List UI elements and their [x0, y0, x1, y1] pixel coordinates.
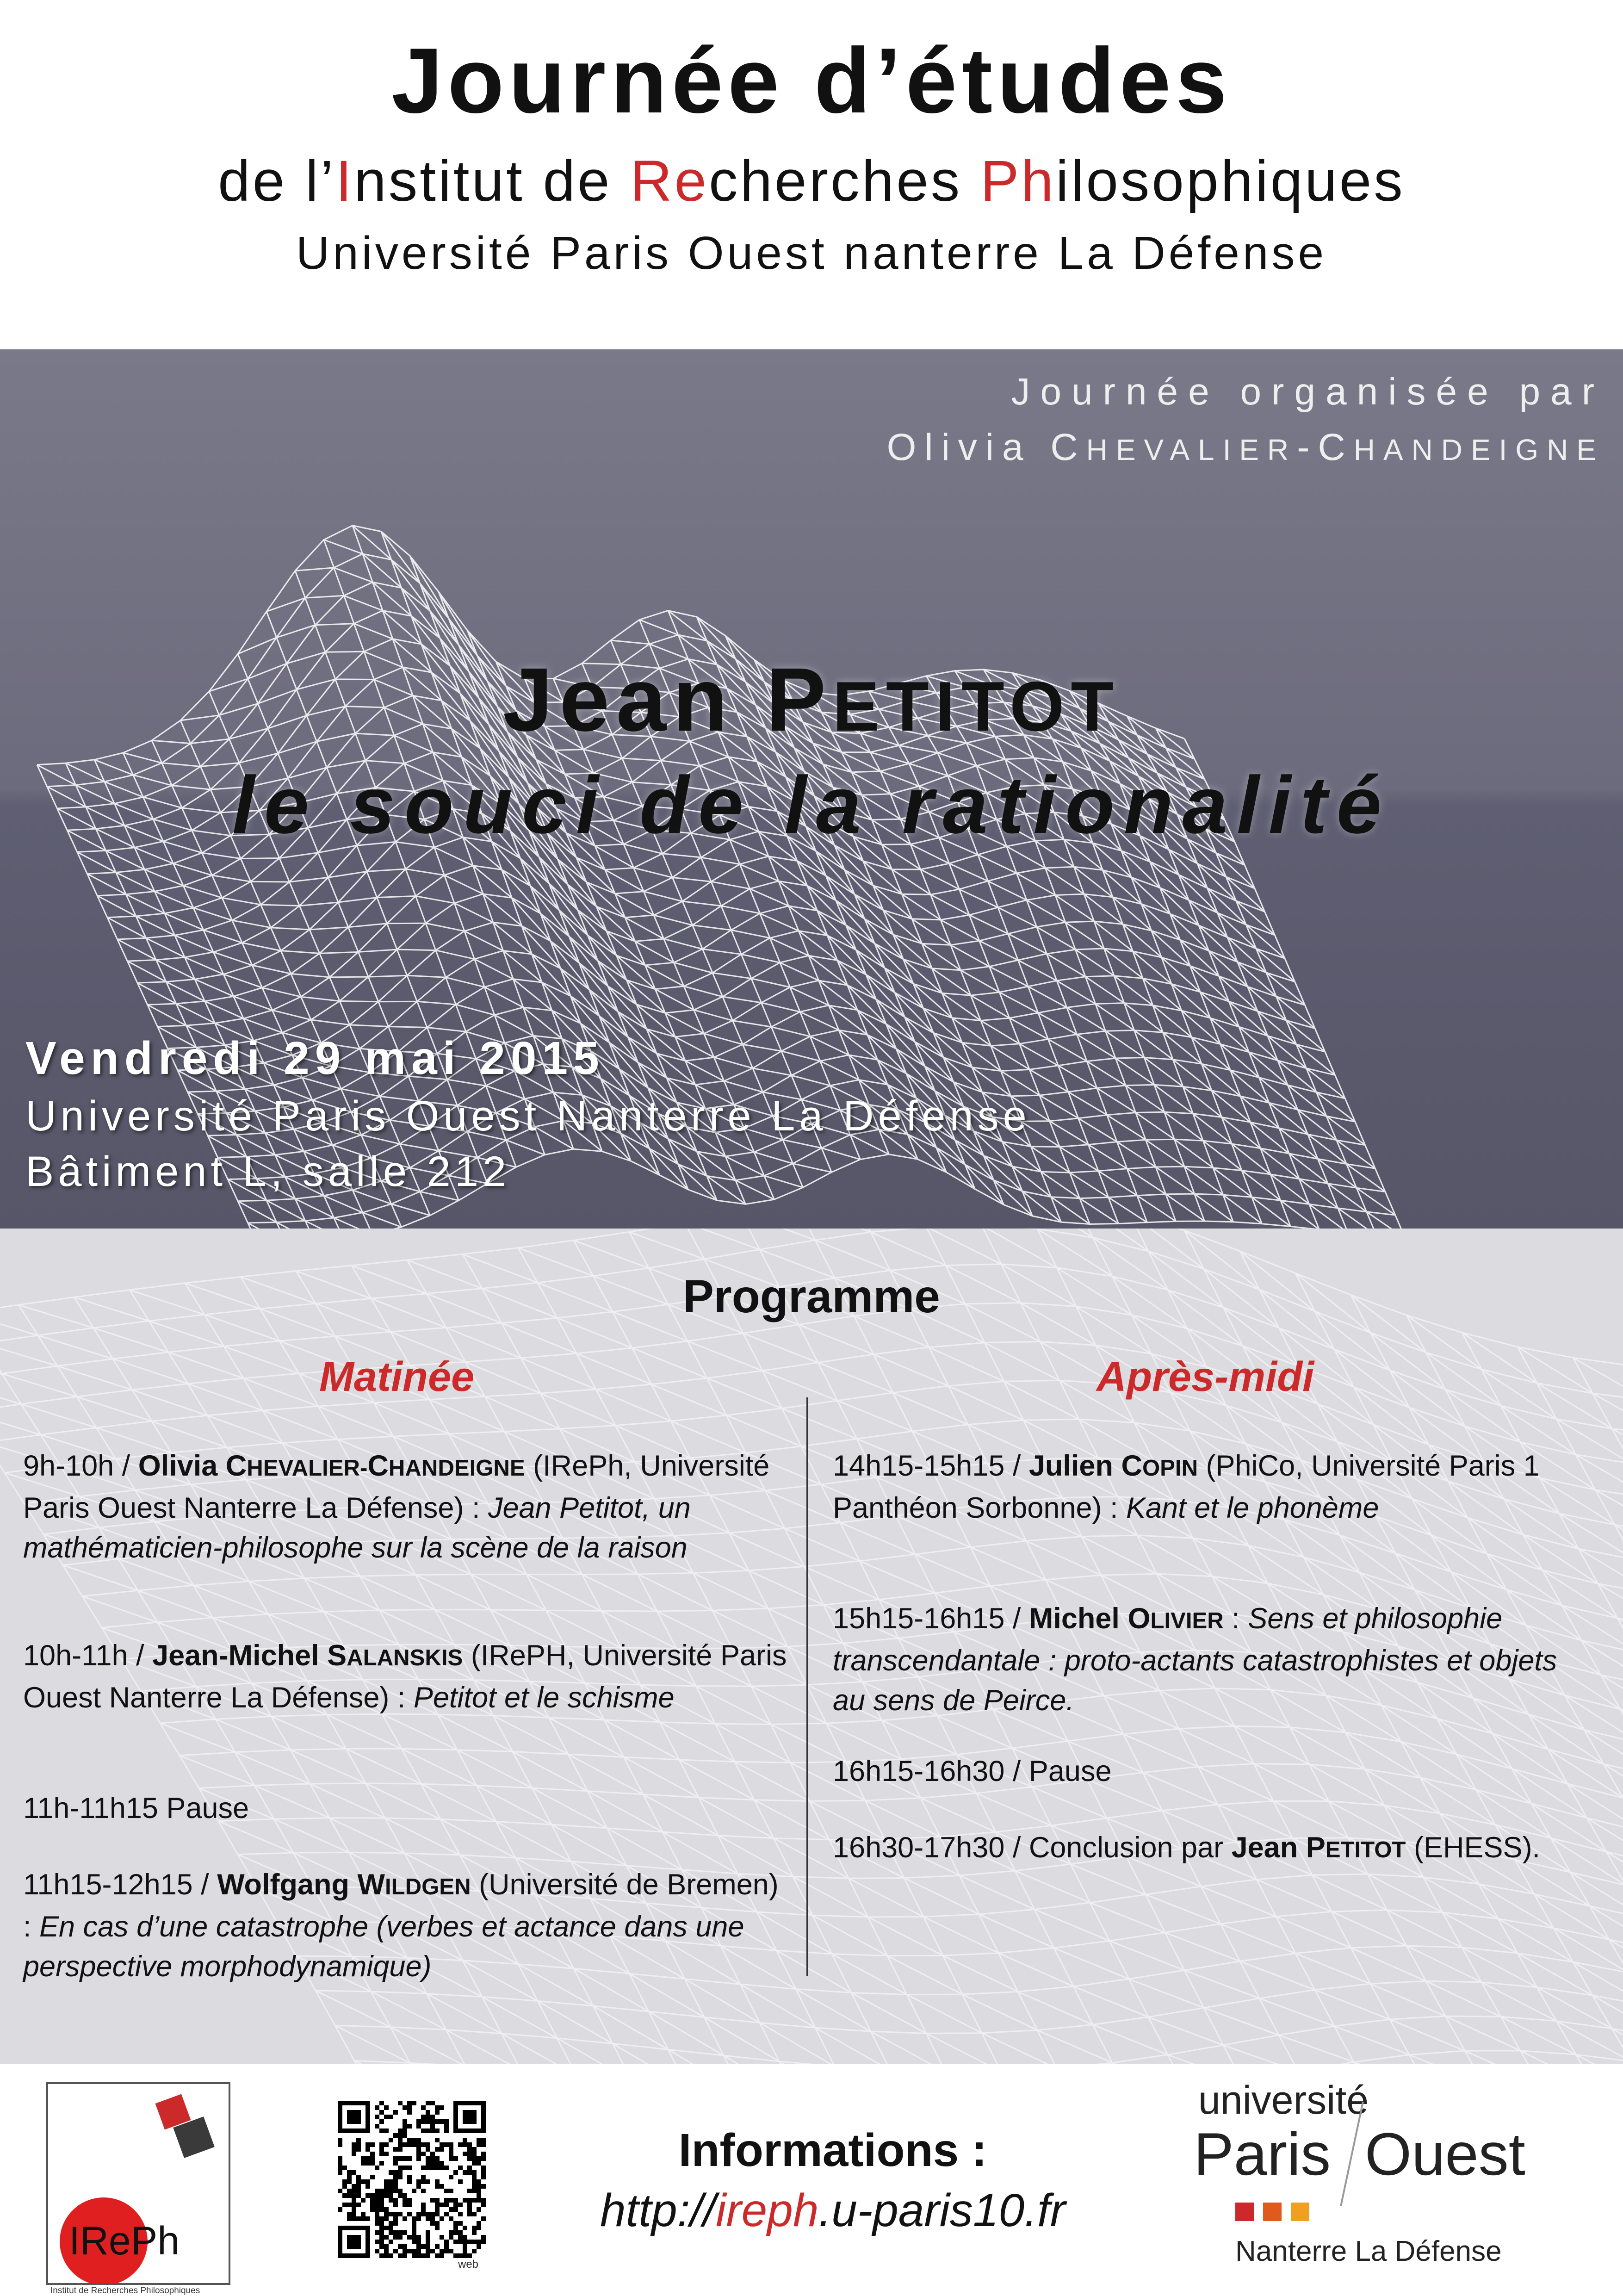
schedule-entry [833, 1828, 1592, 1870]
speaker-cap: P [1306, 1831, 1326, 1864]
entry-time: 11h15-12h15 / [23, 1868, 217, 1901]
qr-code-icon [338, 2101, 486, 2258]
entry-speaker [152, 1639, 463, 1672]
speaker-first-name: Jean [1231, 1831, 1306, 1864]
entry-affiliation: (PhiCo, Université Paris 1 Panthéon Sorbonne) : [833, 1450, 1540, 1524]
ireph-logo-text: IRePh [69, 2219, 180, 2263]
honoree-first-name: Jean [502, 649, 735, 750]
ireph-logo [46, 2082, 230, 2296]
organizer-smallcaps: HANDEIGNE [1353, 433, 1604, 466]
schedule-entry [833, 1446, 1592, 1528]
subtitle-part: de l’ [218, 149, 336, 213]
programme-heading: Programme [683, 1271, 940, 1322]
schedule-entry [833, 1751, 1592, 1791]
entry-time: 16h15-16h30 / Pause [833, 1755, 1112, 1787]
organizer-first-name: Olivia [886, 426, 1032, 468]
event-date: Vendredi 29 mai 2015 [25, 1032, 605, 1084]
event-room: Bâtiment L, salle 212 [25, 1148, 511, 1195]
info-label: Informations : [678, 2124, 987, 2176]
entry-speaker [1029, 1602, 1224, 1635]
speaker-smallcaps: HEVALIER- [247, 1456, 368, 1481]
schedule-entry [23, 1636, 791, 1718]
event-venue: Université Paris Ouest Nanterre La Défense [25, 1092, 1031, 1140]
upo-logo-square [1291, 2203, 1309, 2221]
institute-name [0, 148, 1623, 214]
speaker-cap: C [225, 1450, 247, 1482]
speaker-cap: W [357, 1868, 385, 1901]
subtitle-part: nstitut de [354, 149, 631, 213]
column-divider [806, 1397, 808, 1976]
speaker-smallcaps: ILDGEN [384, 1874, 471, 1899]
university-name: Université Paris Ouest nanterre La Défense [296, 227, 1327, 279]
page-title: Journée d’études [391, 29, 1232, 132]
qr-label: web [458, 2258, 479, 2271]
schedule-entry [833, 1599, 1592, 1720]
entry-affiliation: (EHESS). [1406, 1831, 1541, 1864]
subtitle-initial-ph: Ph [980, 149, 1056, 213]
organizer-cap: C [1318, 426, 1354, 468]
speaker-first-name: Michel [1028, 1602, 1128, 1635]
speaker-smallcaps: ETITOT [1325, 1837, 1406, 1862]
upo-logo-square [1235, 2203, 1254, 2221]
entry-affiliation: (Université de Bremen) : [23, 1868, 779, 1943]
honoree-cap: P [766, 649, 833, 750]
organizer-smallcaps: HEVALIER [1086, 433, 1297, 466]
entry-speaker [1029, 1450, 1198, 1482]
entry-time: 15h15-16h15 / [833, 1602, 1029, 1635]
honoree-smallcaps: ETITOT [832, 667, 1121, 746]
schedule-entry [23, 1446, 791, 1568]
website-link[interactable] [578, 2184, 1087, 2237]
organizer-dash: - [1297, 426, 1318, 468]
speaker-cap: S [327, 1639, 347, 1672]
entry-talk-title: Petitot et le schisme [413, 1682, 675, 1714]
entry-talk-title: En cas d’une catastrophe (verbes et actance dans une perspective morphodynamique) [23, 1911, 744, 1983]
url-highlight: ireph [716, 2184, 819, 2236]
speaker-first-name: Jean-Michel [152, 1639, 328, 1672]
speaker-smallcaps: LIVIER [1150, 1608, 1224, 1633]
qr-code[interactable] [338, 2101, 486, 2258]
speaker-first-name: Julien [1028, 1450, 1121, 1482]
upo-logo-square [1263, 2203, 1282, 2221]
entry-speaker [217, 1868, 471, 1901]
upo-logo-word: Ouest [1365, 2120, 1525, 2188]
speaker-cap: C [367, 1450, 389, 1482]
afternoon-heading: Après-midi [1096, 1354, 1314, 1400]
honoree-name [0, 648, 1623, 751]
entry-speaker [1232, 1831, 1406, 1864]
entry-time: 11h-11h15 Pause [23, 1792, 249, 1824]
speaker-cap: C [1121, 1450, 1142, 1482]
entry-affiliation: (IRePh, Université Paris Ouest Nanterre La Défense) : [23, 1450, 770, 1524]
organizer-cap: C [1050, 426, 1086, 468]
entry-talk-title: Jean Petitot, un mathématicien-philosophe sur la scène de la raison [23, 1492, 691, 1564]
speaker-first-name: Wolfgang [217, 1868, 358, 1901]
speaker-cap: O [1127, 1602, 1151, 1635]
subtitle-initial-i: I [335, 149, 354, 213]
schedule-entry [23, 1865, 791, 1986]
event-theme: le souci de la rationalité [232, 760, 1391, 850]
upo-logo-word: Paris [1194, 2120, 1331, 2188]
ireph-caption: Institut de Recherches Philosophiques [50, 2286, 200, 2296]
entry-talk-title: Sens et philosophie transcendantale : proto-actants catastrophistes et objets au sens de Peirce. [833, 1602, 1557, 1717]
entry-talk-title: Kant et le phonème [1126, 1492, 1379, 1524]
upo-logo-word: université [1198, 2078, 1369, 2122]
entry-affiliation: : [1223, 1602, 1248, 1635]
upo-logo-tagline: Nanterre La Défense [1235, 2235, 1502, 2267]
speaker-first-name: Olivia [138, 1450, 226, 1482]
url-prefix: http:// [600, 2184, 716, 2236]
subtitle-part: cherches [709, 149, 980, 213]
morning-heading: Matinée [319, 1354, 475, 1400]
subtitle-initial-re: Re [630, 149, 709, 213]
speaker-smallcaps: HANDEIGNE [388, 1456, 525, 1481]
schedule-entry [23, 1788, 791, 1828]
entry-time: 9h-10h / [23, 1450, 138, 1482]
entry-time: 14h15-15h15 / [833, 1450, 1029, 1482]
entry-speaker [138, 1450, 525, 1482]
university-logo [1194, 2078, 1573, 2281]
organizer-label: Journée organisée par [1011, 371, 1604, 413]
entry-affiliation: (IRePH, Université Paris Ouest Nanterre La Défense) : [23, 1639, 787, 1714]
entry-time: 16h30-17h30 / Conclusion par [833, 1831, 1232, 1864]
entry-time: 10h-11h / [23, 1639, 153, 1672]
speaker-smallcaps: ALANSKIS [347, 1645, 463, 1670]
speaker-smallcaps: OPIN [1142, 1456, 1198, 1481]
subtitle-part: ilosophiques [1055, 149, 1405, 213]
organizer-name [887, 426, 1604, 469]
url-suffix: .u-paris10.fr [818, 2184, 1066, 2236]
